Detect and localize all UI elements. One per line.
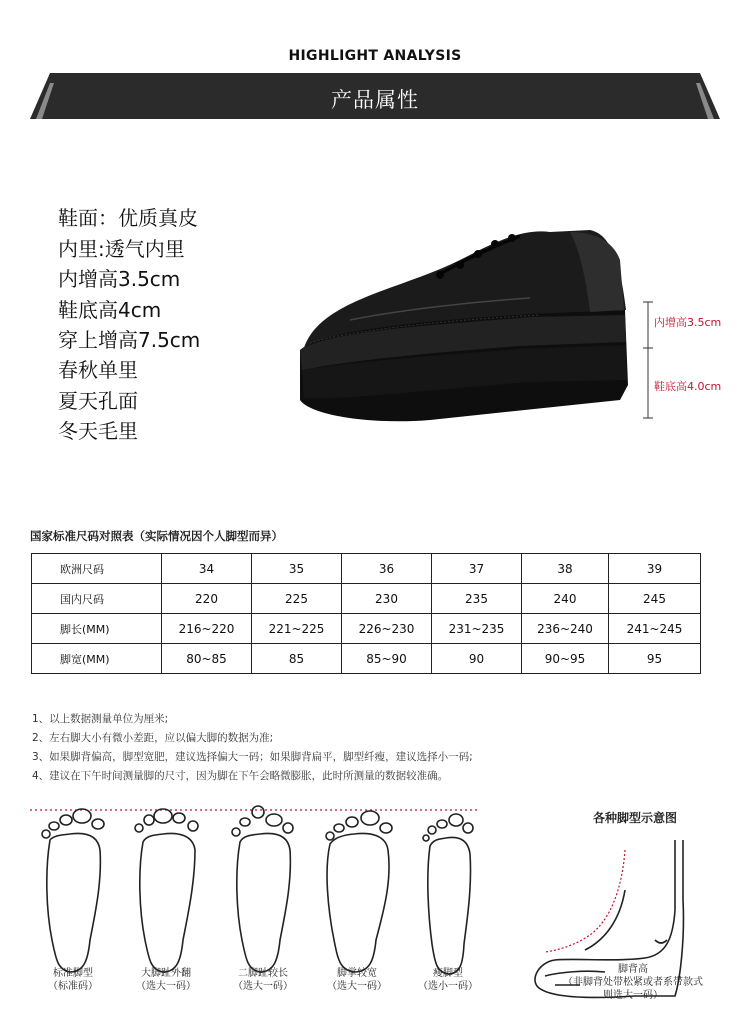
foot-type-advice: （标准码） bbox=[48, 981, 98, 992]
foot-type-name: 标准脚型 bbox=[53, 968, 93, 979]
table-cell: 220 bbox=[162, 584, 252, 614]
table-cell: 35 bbox=[252, 554, 342, 584]
attr-sole-height: 鞋底高4cm bbox=[58, 298, 162, 322]
table-cell: 90 bbox=[432, 644, 522, 674]
instep-name: 脚背高 bbox=[618, 964, 648, 975]
note-1: 1、以上数据测量单位为厘米; bbox=[32, 713, 169, 725]
foot-type-advice: （选大一码） bbox=[233, 981, 293, 992]
foot-type-name: 瘦脚型 bbox=[433, 968, 463, 979]
attr-spring-autumn: 春秋单里 bbox=[58, 358, 138, 382]
sole-height-label: 鞋底高4.0cm bbox=[654, 380, 722, 393]
instep-advice: （非脚背处带松紧或者系带款式则选大一码） bbox=[563, 977, 703, 1001]
note-2: 2、左右脚大小有微小差距，应以偏大脚的数据为准; bbox=[32, 732, 274, 744]
table-cell: 216~220 bbox=[162, 614, 252, 644]
row-label: 欧洲尺码 bbox=[32, 554, 162, 584]
foot-type-label bbox=[408, 967, 488, 993]
table-cell: 36 bbox=[342, 554, 432, 584]
table-cell: 240 bbox=[522, 584, 609, 614]
foot-type-label bbox=[126, 967, 206, 993]
table-cell: 37 bbox=[432, 554, 522, 584]
foot-type-advice: （选大一码） bbox=[136, 981, 196, 992]
foot-type-label bbox=[317, 967, 397, 993]
size-chart-caption: 国家标准尺码对照表（实际情况因个人脚型而异） bbox=[30, 529, 283, 543]
attr-inner-lift: 内增高3.5cm bbox=[58, 267, 181, 291]
foot-type-name: 大脚趾外翻 bbox=[141, 968, 191, 979]
table-cell: 235 bbox=[432, 584, 522, 614]
note-4: 4、建议在下午时间测量脚的尺寸，因为脚在下午会略微膨胀，此时所测量的数据较准确。 bbox=[32, 770, 449, 782]
table-row bbox=[32, 584, 701, 614]
table-cell: 241~245 bbox=[609, 614, 701, 644]
table-row bbox=[32, 644, 701, 674]
foot-type-advice: （选小一码） bbox=[418, 981, 478, 992]
shoe-image bbox=[290, 220, 630, 430]
row-label: 脚长(MM) bbox=[32, 614, 162, 644]
foot-type-name: 脚掌较宽 bbox=[337, 968, 377, 979]
foot-type-label bbox=[33, 967, 113, 993]
table-row bbox=[32, 614, 701, 644]
table-cell: 221~225 bbox=[252, 614, 342, 644]
foot-type-name: 二脚趾较长 bbox=[238, 968, 288, 979]
inner-lift-label: 内增高3.5cm bbox=[654, 316, 722, 329]
table-cell: 39 bbox=[609, 554, 701, 584]
table-cell: 230 bbox=[342, 584, 432, 614]
note-3: 3、如果脚背偏高，脚型宽肥，建议选择偏大一码；如果脚背扁平，脚型纤瘦，建议选择小一码; bbox=[32, 751, 473, 763]
attr-summer: 夏天孔面 bbox=[58, 389, 138, 413]
attr-total-lift: 穿上增高7.5cm bbox=[58, 328, 201, 352]
instep-label bbox=[563, 963, 703, 1002]
row-label: 国内尺码 bbox=[32, 584, 162, 614]
table-cell: 236~240 bbox=[522, 614, 609, 644]
table-cell: 80~85 bbox=[162, 644, 252, 674]
size-chart-table bbox=[31, 553, 701, 674]
table-cell: 85~90 bbox=[342, 644, 432, 674]
attr-upper: 鞋面：优质真皮 bbox=[58, 206, 198, 230]
table-cell: 225 bbox=[252, 584, 342, 614]
attr-lining: 内里:透气内里 bbox=[58, 237, 185, 261]
table-cell: 245 bbox=[609, 584, 701, 614]
table-cell: 231~235 bbox=[432, 614, 522, 644]
table-cell: 38 bbox=[522, 554, 609, 584]
table-cell: 226~230 bbox=[342, 614, 432, 644]
table-cell: 90~95 bbox=[522, 644, 609, 674]
row-label: 脚宽(MM) bbox=[32, 644, 162, 674]
foot-type-label bbox=[223, 967, 303, 993]
highlight-title: HIGHLIGHT ANALYSIS bbox=[288, 48, 462, 64]
table-cell: 85 bbox=[252, 644, 342, 674]
table-row bbox=[32, 554, 701, 584]
foot-types-title: 各种脚型示意图 bbox=[593, 811, 678, 825]
foot-type-advice: （选大一码） bbox=[327, 981, 387, 992]
table-cell: 95 bbox=[609, 644, 701, 674]
attr-winter: 冬天毛里 bbox=[58, 419, 138, 443]
banner-title: 产品属性 bbox=[331, 88, 419, 112]
table-cell: 34 bbox=[162, 554, 252, 584]
